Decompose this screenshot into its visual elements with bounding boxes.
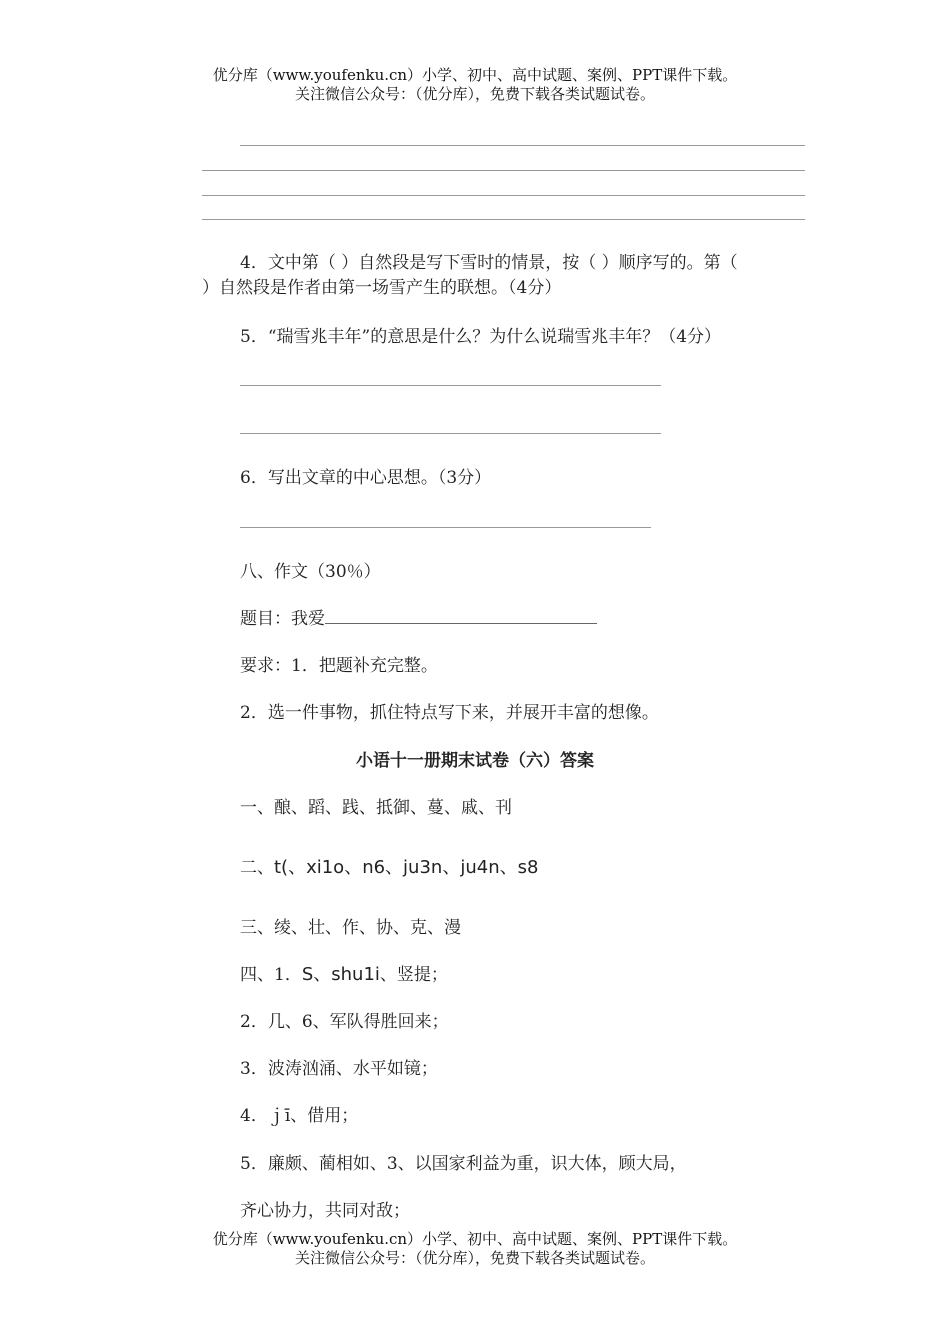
question-5: 5．“瑞雪兆丰年”的意思是什么？为什么说瑞雪兆丰年？（4分） <box>240 327 722 347</box>
answer-4-suffix: 、竖提； <box>379 965 448 985</box>
header-line-2: 关注微信公众号：（优分库），免费下载各类试题试卷。 <box>294 85 655 103</box>
question-4-line-2: ）自然段是作者由第一场雪产生的联想。（4分） <box>202 278 562 298</box>
answer-4-prefix: 四、1． <box>240 965 302 985</box>
answers-title: 小语十一册期末试卷（六）答案 <box>356 751 594 771</box>
answer-2-prefix: 二、 <box>240 858 274 878</box>
answer-rule <box>240 527 651 528</box>
answer-1: 一、酿、蹈、践、抵御、蔓、戚、刊 <box>240 798 512 818</box>
composition-topic <box>240 604 597 629</box>
footer-line-2: 关注微信公众号：（优分库），免费下载各类试题试卷。 <box>294 1249 655 1267</box>
answer-7: 4．ｊī、借用； <box>240 1106 359 1126</box>
answer-rule <box>240 433 661 434</box>
answer-9: 齐心协力，共同对敌； <box>240 1201 410 1221</box>
composition-topic-label: 题目：我爱 <box>240 609 325 629</box>
header-line-1: 优分库（www.youfenku.cn）小学、初中、高中试题、案例、PPT课件下载。 <box>212 66 738 84</box>
topic-blank <box>325 607 597 624</box>
page-footer <box>0 1230 950 1268</box>
footer-line-1: 优分库（www.youfenku.cn）小学、初中、高中试题、案例、PPT课件下载。 <box>212 1230 738 1248</box>
composition-requirement-1: 要求：1．把题补充完整。 <box>240 656 438 676</box>
answer-4-pinyin: S、shu1i <box>301 964 380 985</box>
answer-2 <box>240 853 538 879</box>
answer-rule <box>240 385 661 386</box>
answer-5: 2．几、6、军队得胜回来； <box>240 1012 449 1032</box>
question-4-line-1: 4．文中第（ ）自然段是写下雪时的情景，按（ ）顺序写的。第（ <box>240 253 738 273</box>
composition-requirement-2: 2．选一件事物，抓住特点写下来，并展开丰富的想像。 <box>240 703 659 723</box>
answer-2-pinyin: t(、xi1o、n6、ju3n、ju4n、s8 <box>274 857 539 878</box>
answer-6: 3．波涛汹涌、水平如镜； <box>240 1059 438 1079</box>
composition-heading: 八、作文（30％） <box>240 562 381 582</box>
question-6: 6．写出文章的中心思想。（3分） <box>240 468 492 488</box>
answer-4 <box>240 960 448 986</box>
page-header-top <box>0 66 950 104</box>
answer-3: 三、绫、壮、作、协、克、漫 <box>240 918 461 938</box>
answer-8: 5．廉颇、蔺相如、3、以国家利益为重，识大体，顾大局， <box>240 1154 687 1174</box>
answer-rule <box>202 170 805 171</box>
answer-rule <box>202 219 805 220</box>
answer-rule <box>202 195 805 196</box>
answer-rule <box>240 145 805 146</box>
